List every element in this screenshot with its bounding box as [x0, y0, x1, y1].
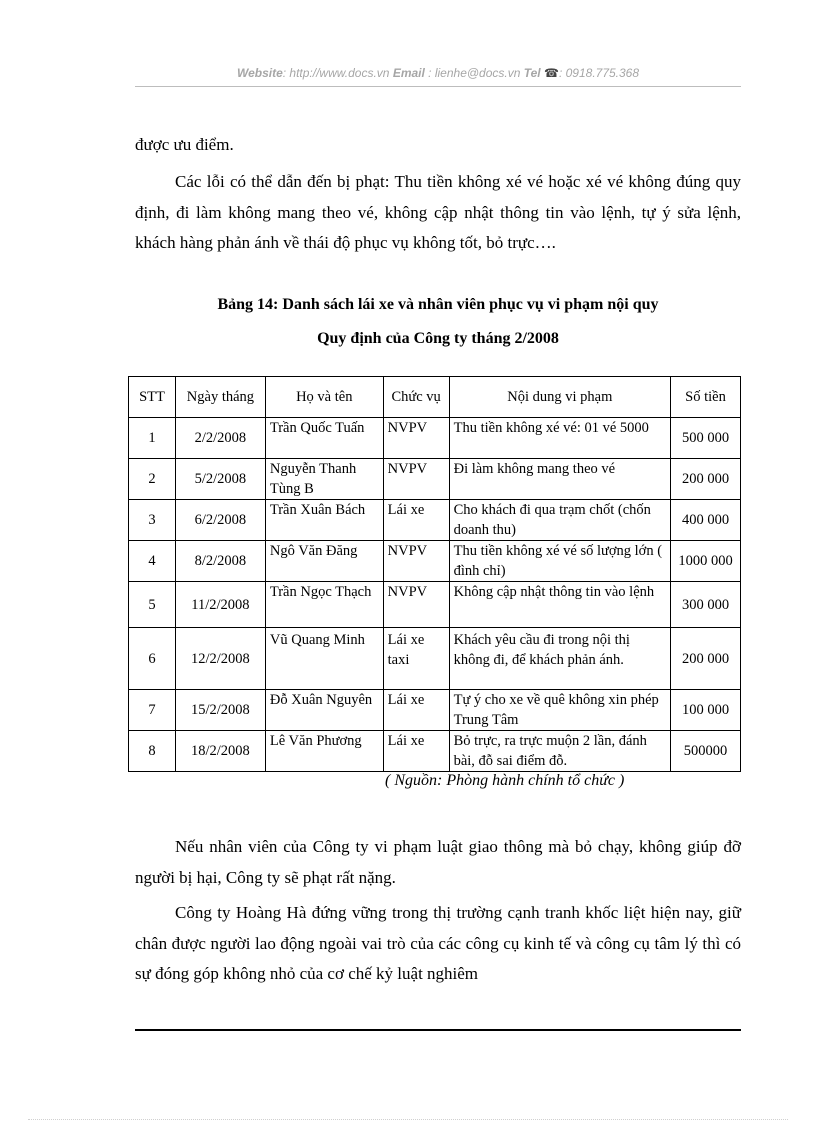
cell-amount: 100 000	[671, 690, 741, 731]
paragraph-3: Nếu nhân viên của Công ty vi phạm luật giao thông mà bỏ chạy, không giúp đỡ người bị hại, Công ty sẽ phạt rất nặng.	[135, 837, 741, 887]
paragraph-1: được ưu điểm.	[135, 135, 234, 154]
cell-name: Đỗ Xuân Nguyên	[265, 690, 383, 731]
violations-table	[128, 376, 741, 772]
website-label: Website	[236, 66, 283, 80]
cell-violation: Tự ý cho xe về quê không xin phép Trung Tâm	[449, 690, 670, 731]
cell-amount: 500000	[671, 731, 741, 772]
cell-stt: 5	[129, 582, 176, 628]
cell-violation: Cho khách đi qua trạm chốt (chốn doanh thu)	[449, 500, 670, 541]
cell-date: 2/2/2008	[175, 418, 265, 459]
table-row	[129, 628, 741, 690]
cell-violation: Khách yêu cầu đi trong nội thị không đi, để khách phản ánh.	[449, 628, 670, 690]
cell-name: Trần Quốc Tuấn	[265, 418, 383, 459]
cell-stt: 7	[129, 690, 176, 731]
email-label: Email	[392, 66, 425, 80]
cell-amount: 200 000	[671, 628, 741, 690]
website-value: : http://www.docs.vn	[282, 66, 390, 80]
email-value: : lienhe@docs.vn	[428, 66, 521, 80]
cell-name: Trần Ngọc Thạch	[265, 582, 383, 628]
table-row	[129, 500, 741, 541]
table-header-row	[129, 377, 741, 418]
cell-position: NVPV	[383, 541, 449, 582]
cell-violation: Bỏ trực, ra trực muộn 2 lần, đánh bài, đỗ sai điểm đỗ.	[449, 731, 670, 772]
header-date: Ngày tháng	[175, 377, 265, 418]
footer-divider	[135, 1029, 741, 1031]
cell-position: NVPV	[383, 418, 449, 459]
table-source-note: ( Nguồn: Phòng hành chính tổ chức )	[385, 772, 625, 789]
cell-violation: Đi làm không mang theo vé	[449, 459, 670, 500]
header-position: Chức vụ	[383, 377, 449, 418]
cell-position: NVPV	[383, 459, 449, 500]
cell-stt: 6	[129, 628, 176, 690]
header-stt: STT	[129, 377, 176, 418]
cell-amount: 500 000	[671, 418, 741, 459]
cell-date: 5/2/2008	[175, 459, 265, 500]
cell-amount: 400 000	[671, 500, 741, 541]
cell-stt: 8	[129, 731, 176, 772]
table-row	[129, 582, 741, 628]
cell-amount: 200 000	[671, 459, 741, 500]
table-row	[129, 690, 741, 731]
cell-name: Nguyễn Thanh Tùng B	[265, 459, 383, 500]
cell-date: 6/2/2008	[175, 500, 265, 541]
table-row	[129, 731, 741, 772]
cell-date: 15/2/2008	[175, 690, 265, 731]
cell-date: 12/2/2008	[175, 628, 265, 690]
paragraph-2: Các lỗi có thể dẫn đến bị phạt: Thu tiền không xé vé hoặc xé vé không đúng quy định, đi làm không mang theo vé, không cập nhật thông tin vào lệnh, tự ý sửa lệnh, khách hàng phản ánh về thái độ phục vụ không tốt, bỏ trực….	[135, 172, 741, 252]
phone-icon: ☎	[544, 66, 559, 80]
table-row	[129, 459, 741, 500]
cell-position: Lái xe	[383, 731, 449, 772]
cell-name: Lê Văn Phương	[265, 731, 383, 772]
header-divider	[135, 86, 741, 87]
cell-name: Vũ Quang Minh	[265, 628, 383, 690]
cell-amount: 1000 000	[671, 541, 741, 582]
table-row	[129, 418, 741, 459]
paragraph-4: Công ty Hoàng Hà đứng vững trong thị trường cạnh tranh khốc liệt hiện nay, giữ chân được người lao động ngoài vai trò của các công cụ kinh tế và công cụ tâm lý thì có sự đóng góp không nhỏ của cơ chế kỷ luật nghiêm	[135, 903, 741, 983]
cell-stt: 2	[129, 459, 176, 500]
cell-date: 18/2/2008	[175, 731, 265, 772]
cell-violation: Không cập nhật thông tin vào lệnh	[449, 582, 670, 628]
cell-amount: 300 000	[671, 582, 741, 628]
header-name: Họ và tên	[265, 377, 383, 418]
cell-position: Lái xe	[383, 690, 449, 731]
table-caption-line-2: Quy định của Công ty tháng 2/2008	[317, 330, 559, 347]
cell-violation: Thu tiền không xé vé số lượng lớn ( đình chỉ)	[449, 541, 670, 582]
cell-stt: 3	[129, 500, 176, 541]
cell-stt: 4	[129, 541, 176, 582]
cell-violation: Thu tiền không xé vé: 01 vé 5000	[449, 418, 670, 459]
tel-label: Tel	[523, 66, 541, 80]
page-header	[135, 66, 741, 80]
cell-position: Lái xe	[383, 500, 449, 541]
table-row	[129, 541, 741, 582]
cell-name: Trần Xuân Bách	[265, 500, 383, 541]
table-caption-line-1: Bảng 14: Danh sách lái xe và nhân viên phục vụ vi phạm nội quy	[217, 296, 659, 313]
header-amount: Số tiền	[671, 377, 741, 418]
cell-position: Lái xe taxi	[383, 628, 449, 690]
header-violation: Nội dung vi phạm	[449, 377, 670, 418]
cell-date: 11/2/2008	[175, 582, 265, 628]
cell-date: 8/2/2008	[175, 541, 265, 582]
tel-value: : 0918.775.368	[558, 66, 640, 80]
cell-stt: 1	[129, 418, 176, 459]
page-edge-divider	[28, 1119, 788, 1120]
cell-name: Ngô Văn Đăng	[265, 541, 383, 582]
cell-position: NVPV	[383, 582, 449, 628]
